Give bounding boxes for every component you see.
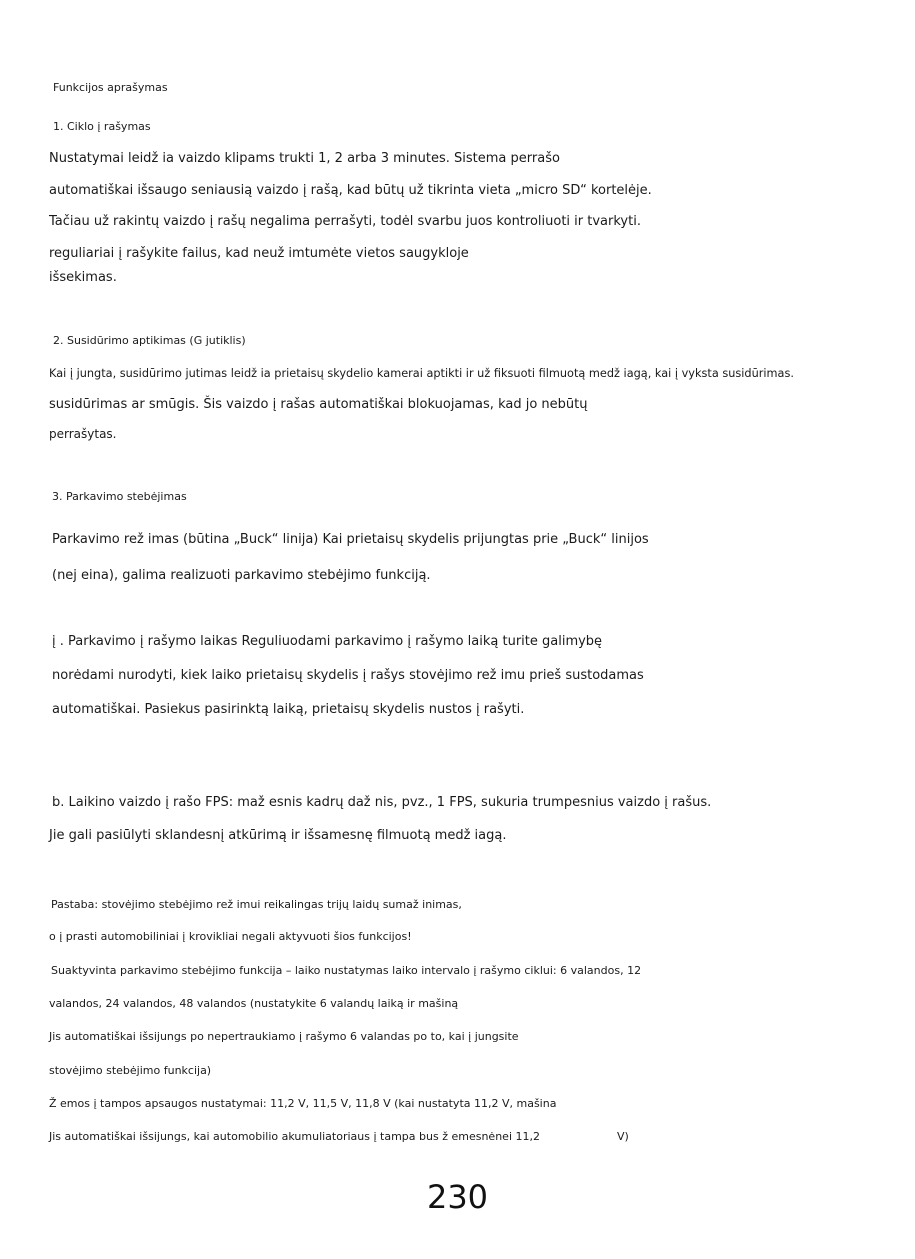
text-line: išsekimas. (49, 270, 117, 285)
note-line: Ž emos į tampos apsaugos nustatymai: 11,2 V, 11,5 V, 11,8 V (kai nustatyta 11,2 V, mašina (49, 1097, 557, 1110)
text-line: Nustatymai leidž ia vaizdo klipams trukti 1, 2 arba 3 minutes. Sistema perrašo (49, 151, 560, 166)
note-line: Suaktyvinta parkavimo stebėjimo funkcija – laiko nustatymas laiko intervalo į rašymo ciklui: 6 valandos, 12 (51, 964, 642, 977)
text-line: automatiškai išsaugo seniausią vaizdo į rašą, kad būtų už tikrinta vieta „micro SD“ kortelėje. (49, 183, 652, 198)
text-line: Kai į jungta, susidūrimo jutimas leidž ia prietaisų skydelio kamerai aptikti ir už fiksuoti filmuotą medž iagą, kai į vyksta susidūrimas. (49, 367, 794, 380)
note-line-trailing: V) (617, 1130, 629, 1143)
text-line: perrašytas. (49, 427, 117, 441)
section-title: 3. Parkavimo stebėjimas (52, 490, 187, 503)
note-line: Jis automatiškai išsijungs po nepertraukiamo į rašymo 6 valandas po to, kai į jungsite (49, 1030, 519, 1043)
note-line: Pastaba: stovėjimo stebėjimo rež imui reikalingas trijų laidų sumaž inimas, (51, 898, 462, 911)
text-line: Jie gali pasiūlyti sklandesnį atkūrimą ir išsamesnę filmuotą medž iagą. (49, 828, 507, 843)
text-line: Tačiau už rakintų vaizdo į rašų negalima perrašyti, todėl svarbu juos kontroliuoti ir tvarkyti. (49, 214, 641, 229)
page-number: 230 (426, 1178, 489, 1216)
section-title: 2. Susidūrimo aptikimas (G jutiklis) (53, 334, 246, 347)
note-line: valandos, 24 valandos, 48 valandos (nustatykite 6 valandų laiką ir mašiną (49, 997, 459, 1010)
note-line: o į prasti automobiliniai į krovikliai negali aktyvuoti šios funkcijos! (49, 930, 412, 943)
text-line: susidūrimas ar smūgis. Šis vaizdo į rašas automatiškai blokuojamas, kad jo nebūtų (49, 397, 588, 412)
text-line: (nej eina), galima realizuoti parkavimo stebėjimo funkciją. (52, 568, 431, 583)
page-heading: Funkcijos aprašymas (53, 81, 168, 94)
text-line: automatiškai. Pasiekus pasirinktą laiką, prietaisų skydelis nustos į rašyti. (52, 702, 525, 717)
text-line: į . Parkavimo į rašymo laikas Reguliuodami parkavimo į rašymo laiką turite galimybę (52, 634, 603, 649)
note-line: stovėjimo stebėjimo funkcija) (49, 1064, 212, 1077)
text-line: b. Laikino vaizdo į rašo FPS: maž esnis kadrų daž nis, pvz., 1 FPS, sukuria trumpesnius vaizdo į rašus. (52, 795, 712, 810)
note-line: Jis automatiškai išsijungs, kai automobilio akumuliatoriaus į tampa bus ž emesnėnei 11,2 (49, 1130, 540, 1143)
text-line: Parkavimo rež imas (būtina „Buck“ linija) Kai prietaisų skydelis prijungtas prie „Buck“ linijos (52, 532, 649, 547)
text-line: norėdami nurodyti, kiek laiko prietaisų skydelis į rašys stovėjimo rež imu prieš sustodamas (52, 668, 644, 683)
text-line: reguliariai į rašykite failus, kad neuž imtumėte vietos saugykloje (49, 246, 469, 261)
section-title: 1. Ciklo į rašymas (53, 120, 151, 133)
